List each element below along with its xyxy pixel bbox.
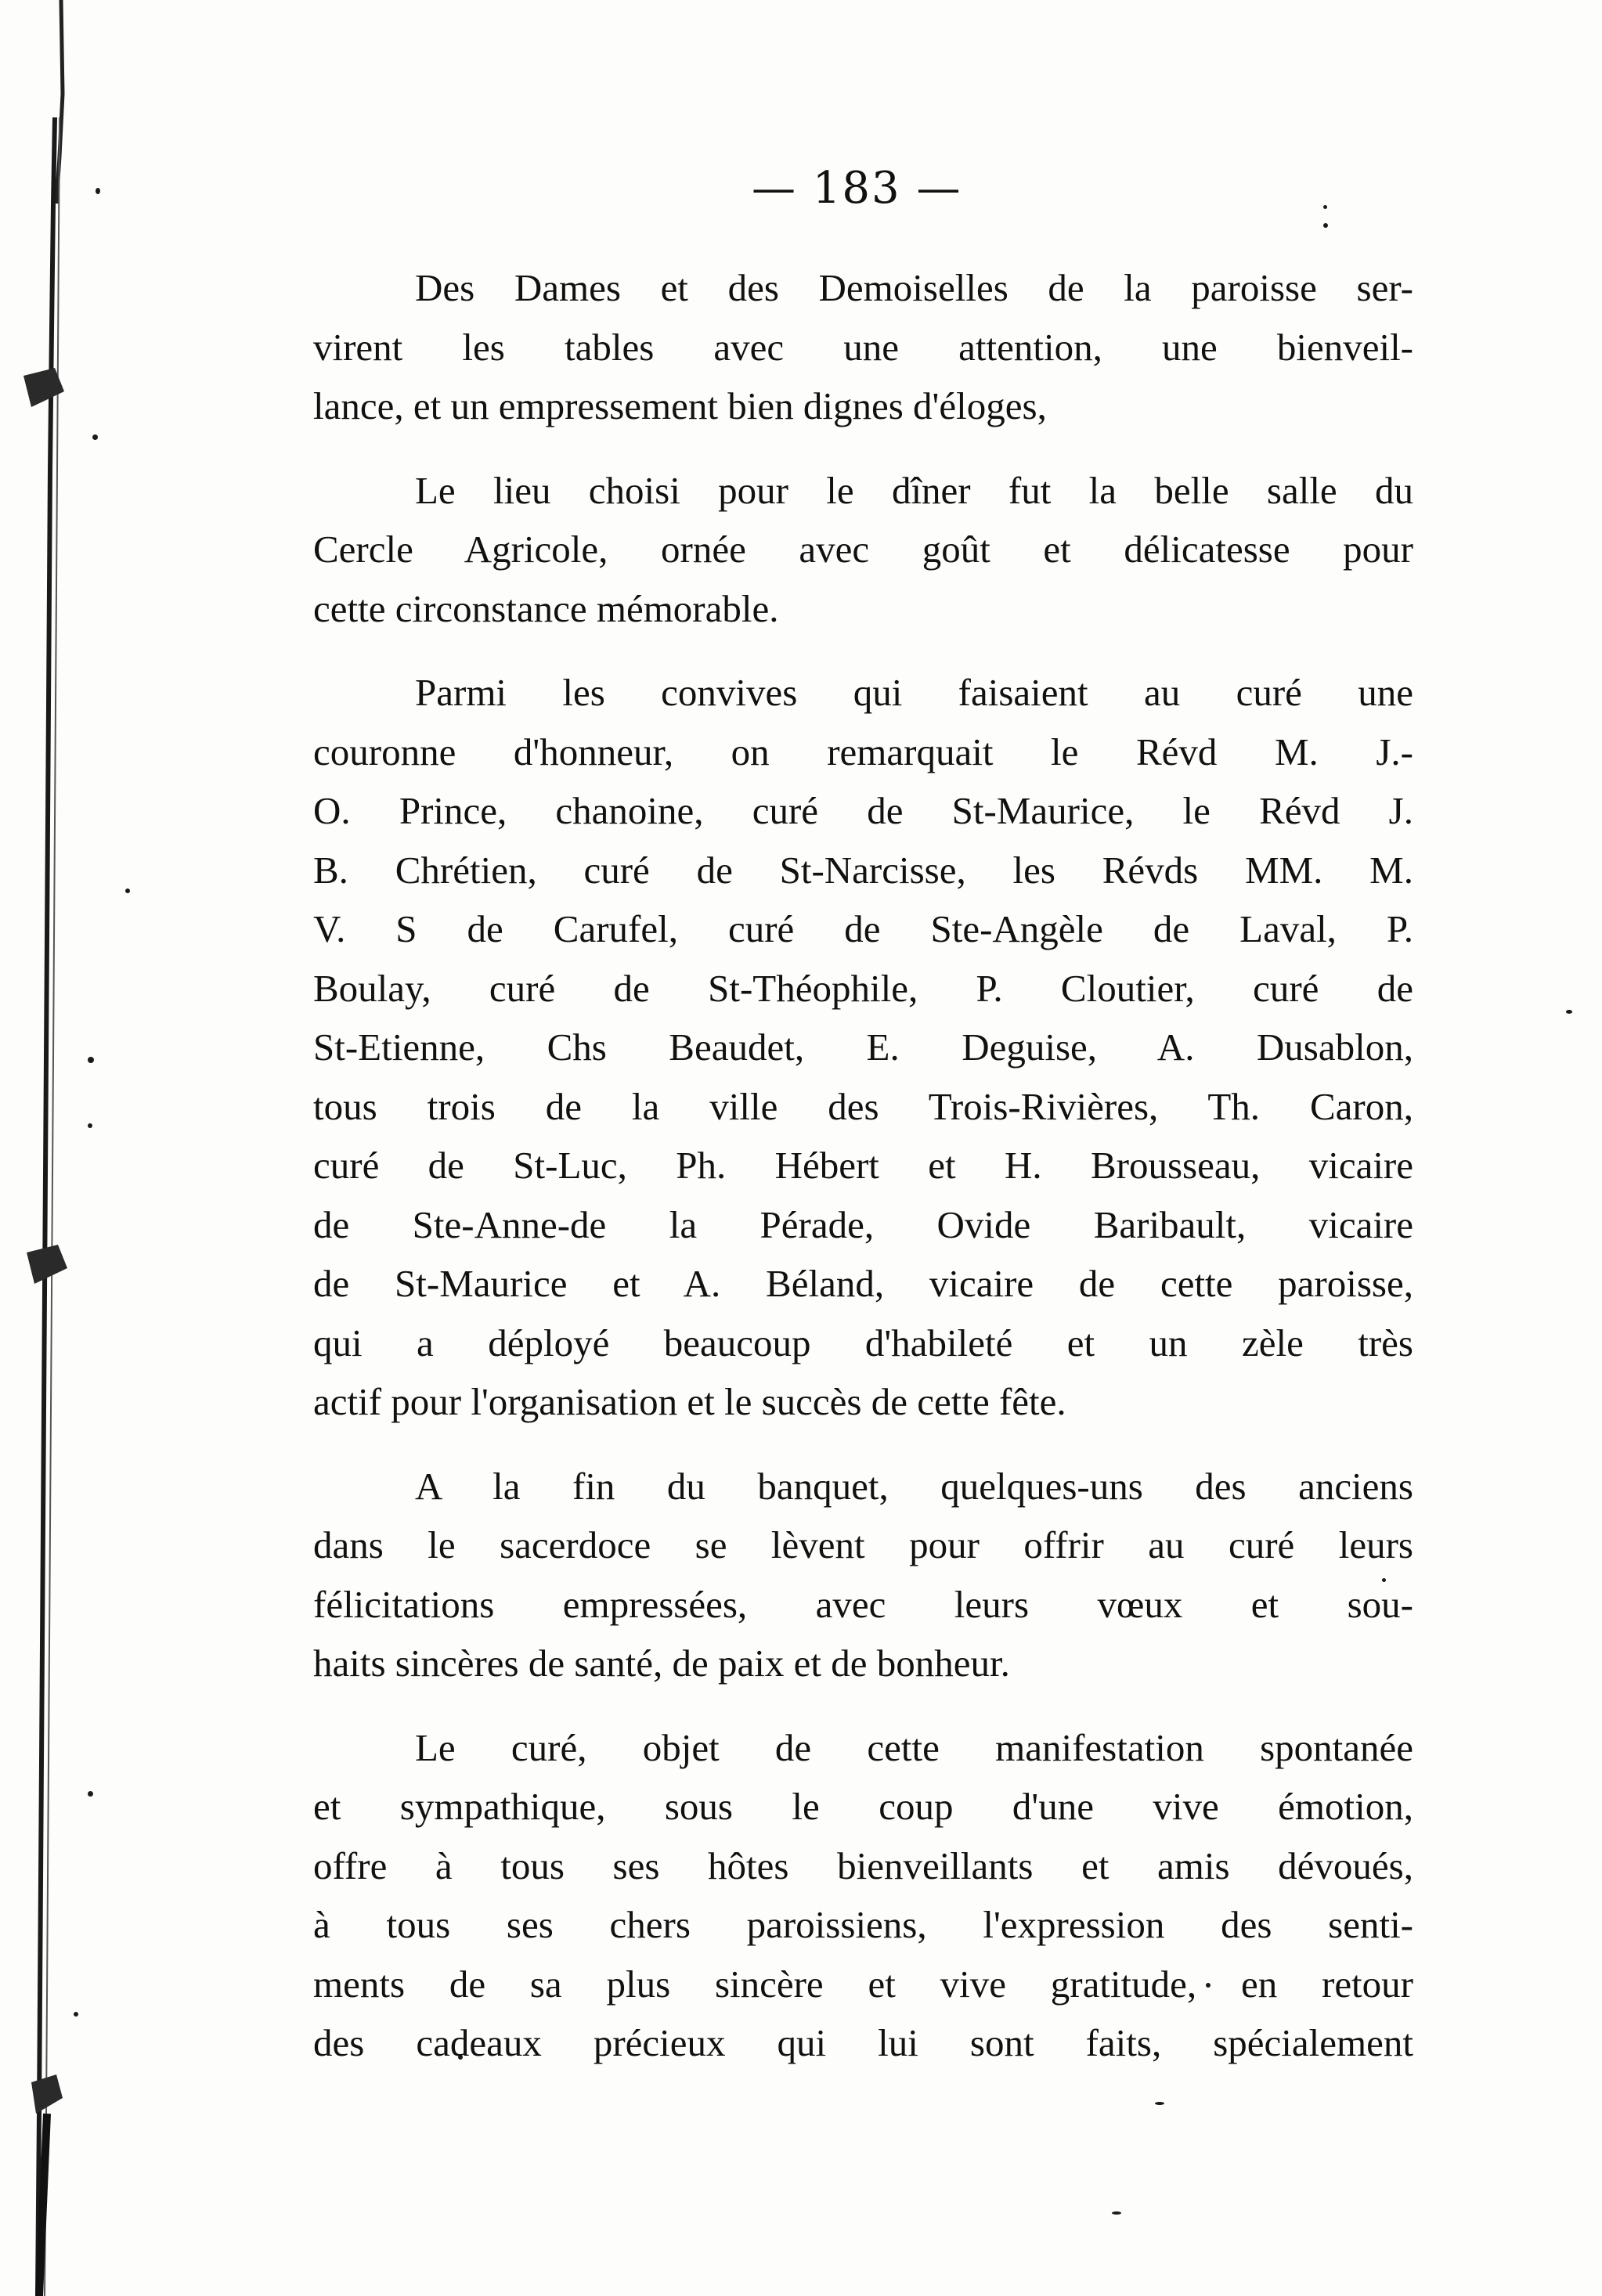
- text-line: St-Etienne, Chs Beaudet, E. Deguise, A. Dusablon,: [313, 1025, 1413, 1069]
- text-line: couronne d'honneur, on remarquait le Révd M. J.-: [313, 730, 1413, 773]
- paragraph-1: [313, 258, 1413, 436]
- text-line: O. Prince, chanoine, curé de St-Maurice, le Révd J.: [313, 789, 1413, 832]
- scan-speck: [1155, 2102, 1164, 2105]
- page-number: — 183 —: [752, 163, 962, 214]
- text-line: tous trois de la ville des Trois-Rivières, Th. Caron,: [313, 1084, 1413, 1128]
- text-line: V. S de Carufel, curé de Ste-Angèle de Laval, P.: [313, 907, 1413, 950]
- text-line: de St-Maurice et A. Béland, vicaire de cette paroisse,: [313, 1262, 1413, 1305]
- text-line: dans le sacerdoce se lèvent pour offrir au curé leurs: [313, 1523, 1413, 1566]
- paragraph-2: [313, 461, 1413, 639]
- text-line: qui a déployé beaucoup d'habileté et un zèle très: [313, 1321, 1413, 1364]
- scan-speck: [74, 2012, 78, 2017]
- body-text: [313, 258, 1413, 2098]
- text-line: haits sincères de santé, de paix et de bonheur.: [313, 1642, 1010, 1685]
- scan-speck: [1323, 223, 1328, 228]
- text-line: lance, et un empressement bien dignes d'éloges,: [313, 384, 1047, 427]
- text-line: cette circonstance mémorable.: [313, 586, 779, 630]
- text-line: curé de St-Luc, Ph. Hébert et H. Brousseau, vicaire: [313, 1144, 1413, 1187]
- scan-speck: [1112, 2211, 1121, 2215]
- scan-speck: [96, 188, 100, 194]
- text-line: Le lieu choisi pour le dîner fut la belle salle du: [415, 468, 1413, 512]
- scan-speck: [88, 1057, 94, 1063]
- text-line: des cadeaux précieux qui lui sont faits, spécialement: [313, 2021, 1413, 2064]
- text-line: félicitations empressées, avec leurs vœux et sou-: [313, 1582, 1413, 1626]
- text-line: actif pour l'organisation et le succès de cette fête.: [313, 1380, 1066, 1423]
- text-line: de Ste-Anne-de la Pérade, Ovide Baribault, vicaire: [313, 1202, 1413, 1246]
- text-line: Cercle Agricole, ornée avec goût et délicatesse pour: [313, 528, 1413, 571]
- scan-speck: [125, 888, 130, 893]
- text-line: offre à tous ses hôtes bienveillants et amis dévoués,: [313, 1844, 1413, 1887]
- scan-speck: [88, 1123, 92, 1128]
- paragraph-4: [313, 1457, 1413, 1693]
- text-line: Des Dames et des Demoiselles de la paroisse ser-: [415, 266, 1413, 309]
- text-line: B. Chrétien, curé de St-Narcisse, les Révds MM. M.: [313, 848, 1413, 892]
- scan-speck: [92, 434, 98, 440]
- text-line: Parmi les convives qui faisaient au curé une: [415, 671, 1413, 714]
- scan-speck: [88, 1791, 93, 1797]
- text-line: ments de sa plus sincère et vive gratitude, en retour: [313, 1962, 1413, 2006]
- text-line: virent les tables avec une attention, une bienveil-: [313, 325, 1413, 369]
- text-line: à tous ses chers paroissiens, l'expression des senti-: [313, 1903, 1413, 1946]
- text-line: Boulay, curé de St-Théophile, P. Cloutier, curé de: [313, 966, 1413, 1010]
- binding-edge: [0, 0, 70, 2296]
- text-line: et sympathique, sous le coup d'une vive émotion,: [313, 1785, 1413, 1828]
- paragraph-5: [313, 1718, 1413, 2073]
- scan-speck: [1566, 1010, 1572, 1014]
- paragraph-3: [313, 663, 1413, 1432]
- scan-speck: [1323, 205, 1327, 209]
- text-line: Le curé, objet de cette manifestation spontanée: [415, 1725, 1413, 1769]
- text-line: A la fin du banquet, quelques-uns des anciens: [415, 1464, 1413, 1508]
